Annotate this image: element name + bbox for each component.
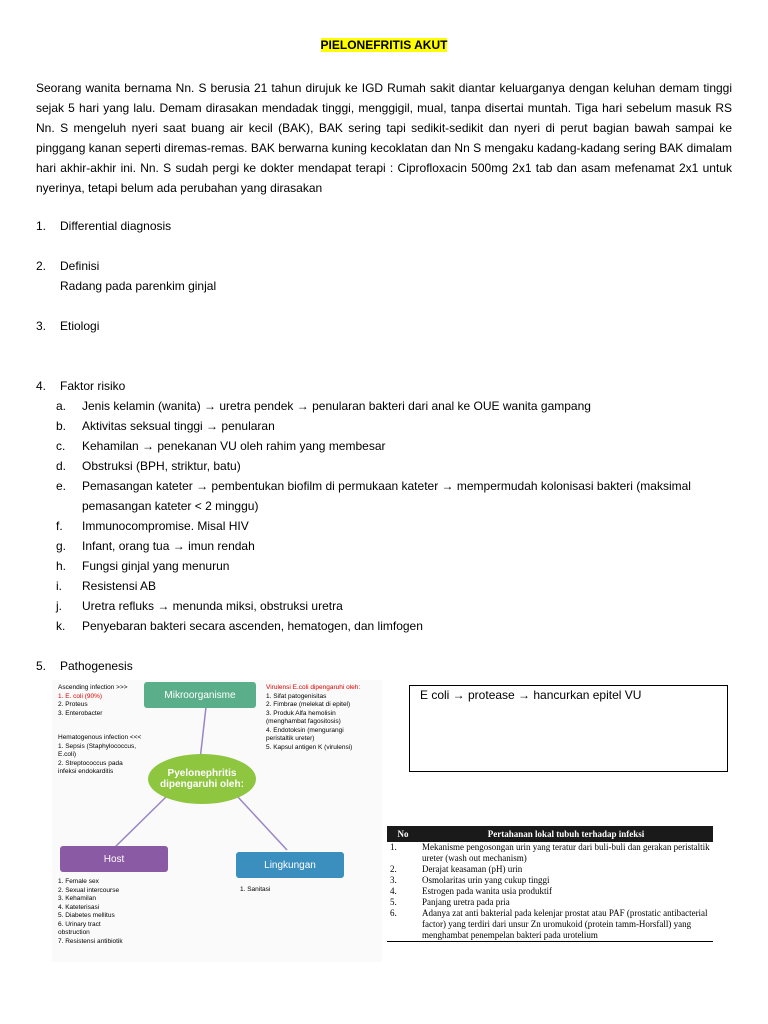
table-header-row bbox=[387, 826, 713, 842]
list-text: Obstruksi (BPH, striktur, batu) bbox=[82, 459, 241, 473]
list-item: E.coli) bbox=[58, 751, 77, 758]
list-item: (menghambat fagositosis) bbox=[266, 718, 341, 725]
list-item bbox=[56, 596, 736, 616]
section-label: Faktor risiko bbox=[60, 379, 126, 393]
hematogenous-title: Hematogenous infection <<< bbox=[58, 734, 142, 741]
list-text: Infant, orang tua → imun rendah bbox=[82, 539, 255, 553]
table-row bbox=[387, 897, 713, 908]
hematogenous-infection-list bbox=[58, 734, 158, 777]
connector-line bbox=[237, 796, 287, 850]
list-item: 7. Resistensi antibiotik bbox=[58, 937, 123, 945]
list-item bbox=[56, 416, 736, 436]
section-label: Pathogenesis bbox=[60, 659, 133, 673]
list-item bbox=[56, 516, 736, 536]
table-header-no: No bbox=[387, 826, 419, 842]
node-host: Host bbox=[60, 846, 168, 872]
case-paragraph: Seorang wanita bernama Nn. S berusia 21 tahun dirujuk ke IGD Rumah sakit diantar keluarganya dengan keluhan demam tinggi sejak 5 hari yang lalu. Demam dirasakan mendadak tinggi, menggigil, mual, tanpa disertai muntah. Tiga hari sebelum masuk RS Nn. S mengeluh nyeri saat buang air kecil (BAK), BAK sering tapi sedikit-sedikit dan nyeri di perut bagian bawah sampai ke pinggang kanan seperti diremas-remas. BAK berwarna kuning kecoklatan dan Nn S mengaku kadang-kadang sering BAK dimalam hari akhir-akhir ini. Nn. S sudah pergi ke dokter mendapat terapi : Ciprofloxacin 500mg 2x1 tab dan asam mefenamat 2x1 untuk nyerinya, tetapi belum ada perubahan yang dirasakan bbox=[36, 81, 732, 195]
list-item: 1. Female sex bbox=[58, 878, 99, 885]
definisi-text: Radang pada parenkim ginjal bbox=[60, 279, 217, 293]
list-item bbox=[56, 456, 736, 476]
list-item bbox=[56, 576, 736, 596]
list-item: 1. Sepsis (Staphylococcus, bbox=[58, 742, 137, 750]
list-letter: f. bbox=[56, 519, 63, 533]
table-row bbox=[387, 908, 713, 942]
list-item bbox=[56, 616, 736, 636]
pathogenesis-diagram bbox=[52, 680, 382, 962]
list-text: Penyebaran bakteri secara ascenden, hematogen, dan limfogen bbox=[82, 619, 423, 633]
list-text: Immunocompromise. Misal HIV bbox=[82, 519, 249, 533]
list-item: 1. Sifat patogenisitas bbox=[266, 692, 327, 700]
list-letter: c. bbox=[56, 439, 66, 453]
table-cell-no: 6. bbox=[387, 908, 419, 942]
section-number: 3. bbox=[36, 319, 47, 333]
list-letter: a. bbox=[56, 399, 67, 413]
list-item: 2. Streptococcus pada bbox=[58, 759, 123, 767]
section-definisi bbox=[36, 256, 736, 276]
list-item: 2. Proteus bbox=[58, 701, 88, 708]
table-cell-no: 1. bbox=[390, 842, 397, 852]
connector-line bbox=[112, 796, 167, 850]
list-letter: i. bbox=[56, 579, 62, 593]
list-letter: j. bbox=[56, 599, 62, 613]
list-item: 3. Enterobacter bbox=[58, 709, 103, 717]
list-item: obstruction bbox=[58, 929, 90, 936]
list-letter: g. bbox=[56, 539, 67, 553]
ascending-title: Ascending infection >>> bbox=[58, 684, 128, 691]
list-item: 2. Fimbrae (melekat di epitel) bbox=[266, 701, 351, 708]
section-label: Etiologi bbox=[60, 319, 100, 333]
defense-table bbox=[387, 826, 713, 942]
list-item: 2. Sexual intercourse bbox=[58, 886, 120, 894]
list-item: 3. Produk Alfa hemolisin bbox=[266, 709, 336, 717]
table-row bbox=[387, 864, 713, 875]
virulensi-title: Virulensi E.coli dipengaruhi oleh: bbox=[266, 684, 361, 691]
list-item bbox=[56, 556, 736, 576]
list-item: peristaltik ureter) bbox=[266, 735, 315, 742]
table-cell-text: Panjang uretra pada pria bbox=[422, 897, 510, 907]
table-row bbox=[387, 842, 713, 864]
page-title-wrap bbox=[0, 38, 768, 52]
list-item: 1. E. coli (90%) bbox=[58, 692, 103, 700]
list-letter: e. bbox=[56, 479, 67, 493]
lingkungan-list bbox=[240, 886, 340, 895]
table-cell-no: 2. bbox=[390, 864, 397, 874]
node-mikroorganisme: Mikroorganisme bbox=[144, 682, 256, 708]
list-text: Pemasangan kateter → pembentukan biofilm di permukaan kateter → mempermudah kolonisasi bakteri (maksimal pemasangan kateter < 2 minggu) bbox=[82, 479, 691, 513]
list-item: 6. Urinary tract bbox=[58, 920, 101, 928]
table-cell-text: Adanya zat anti bakterial pada kelenjar prostat atau PAF (prostatic antibacterial factor) yang terdiri dari unsur Zn uromukoid (protein tamm-Horsfall) yang menghambat penempelan bakteri pada urotelium bbox=[419, 908, 713, 942]
ecoli-note-text: E coli → protease → hancurkan epitel VU bbox=[420, 688, 642, 702]
list-text: Resistensi AB bbox=[82, 579, 157, 593]
ecoli-note-box bbox=[409, 685, 728, 772]
list-text: Fungsi ginjal yang menurun bbox=[82, 559, 230, 573]
list-item bbox=[56, 396, 736, 416]
list-item: infeksi endokarditis bbox=[58, 768, 114, 775]
list-item: 5. Diabetes mellitus bbox=[58, 912, 115, 919]
table-row bbox=[387, 875, 713, 886]
list-item: 3. Kehamilan bbox=[58, 895, 96, 902]
section-etiologi bbox=[36, 316, 736, 336]
table-cell-no: 4. bbox=[390, 886, 397, 896]
table-cell-text: Derajat keasaman (pH) urin bbox=[422, 864, 523, 874]
list-item: 1. Sanitasi bbox=[240, 886, 271, 893]
section-number: 1. bbox=[36, 219, 47, 233]
ascending-infection-list bbox=[58, 684, 148, 718]
host-list bbox=[58, 878, 168, 946]
section-number: 2. bbox=[36, 259, 47, 273]
section-pathogenesis bbox=[36, 656, 736, 676]
table-cell-text: Osmolaritas urin yang cukup tinggi bbox=[422, 875, 550, 885]
list-item: 4. Kateterisasi bbox=[58, 903, 100, 911]
section-differential bbox=[36, 216, 736, 236]
table-header-title: Pertahanan lokal tubuh terhadap infeksi bbox=[419, 826, 713, 842]
section-label: Differential diagnosis bbox=[60, 219, 172, 233]
list-letter: k. bbox=[56, 619, 66, 633]
list-item bbox=[56, 476, 736, 516]
table-cell-no: 3. bbox=[390, 875, 397, 885]
table-cell-text: Mekanisme pengosongan urin yang teratur dari buli-buli dan gerakan peristaltik ureter (wash out mechanism) bbox=[422, 842, 710, 863]
list-letter: b. bbox=[56, 419, 67, 433]
table-cell-no: 5. bbox=[390, 897, 397, 907]
list-text: Aktivitas seksual tinggi → penularan bbox=[82, 419, 275, 433]
node-center: Pyelonephritis dipengaruhi oleh: bbox=[148, 754, 256, 804]
table-row bbox=[387, 886, 713, 897]
list-text: Uretra refluks → menunda miksi, obstruksi uretra bbox=[82, 599, 343, 613]
section-number: 5. bbox=[36, 659, 47, 673]
list-letter: h. bbox=[56, 559, 67, 573]
page-title: PIELONEFRITIS AKUT bbox=[320, 38, 448, 52]
section-label: Definisi bbox=[60, 259, 100, 273]
risk-factor-list bbox=[56, 396, 736, 636]
list-item bbox=[56, 436, 736, 456]
virulensi-list bbox=[266, 684, 381, 752]
section-faktor-risiko bbox=[36, 376, 736, 396]
list-text: Kehamilan → penekanan VU oleh rahim yang membesar bbox=[82, 439, 386, 453]
list-item: 4. Endotoksin (mengurangi bbox=[266, 726, 344, 734]
section-number: 4. bbox=[36, 379, 47, 393]
node-lingkungan: Lingkungan bbox=[236, 852, 344, 878]
list-letter: d. bbox=[56, 459, 67, 473]
table-cell-text: Estrogen pada wanita usia produktif bbox=[422, 886, 552, 896]
list-item: 5. Kapsul antigen K (virulensi) bbox=[266, 743, 353, 751]
list-text: Jenis kelamin (wanita) → uretra pendek → penularan bakteri dari anal ke OUE wanita gampang bbox=[82, 399, 591, 413]
list-item bbox=[56, 536, 736, 556]
